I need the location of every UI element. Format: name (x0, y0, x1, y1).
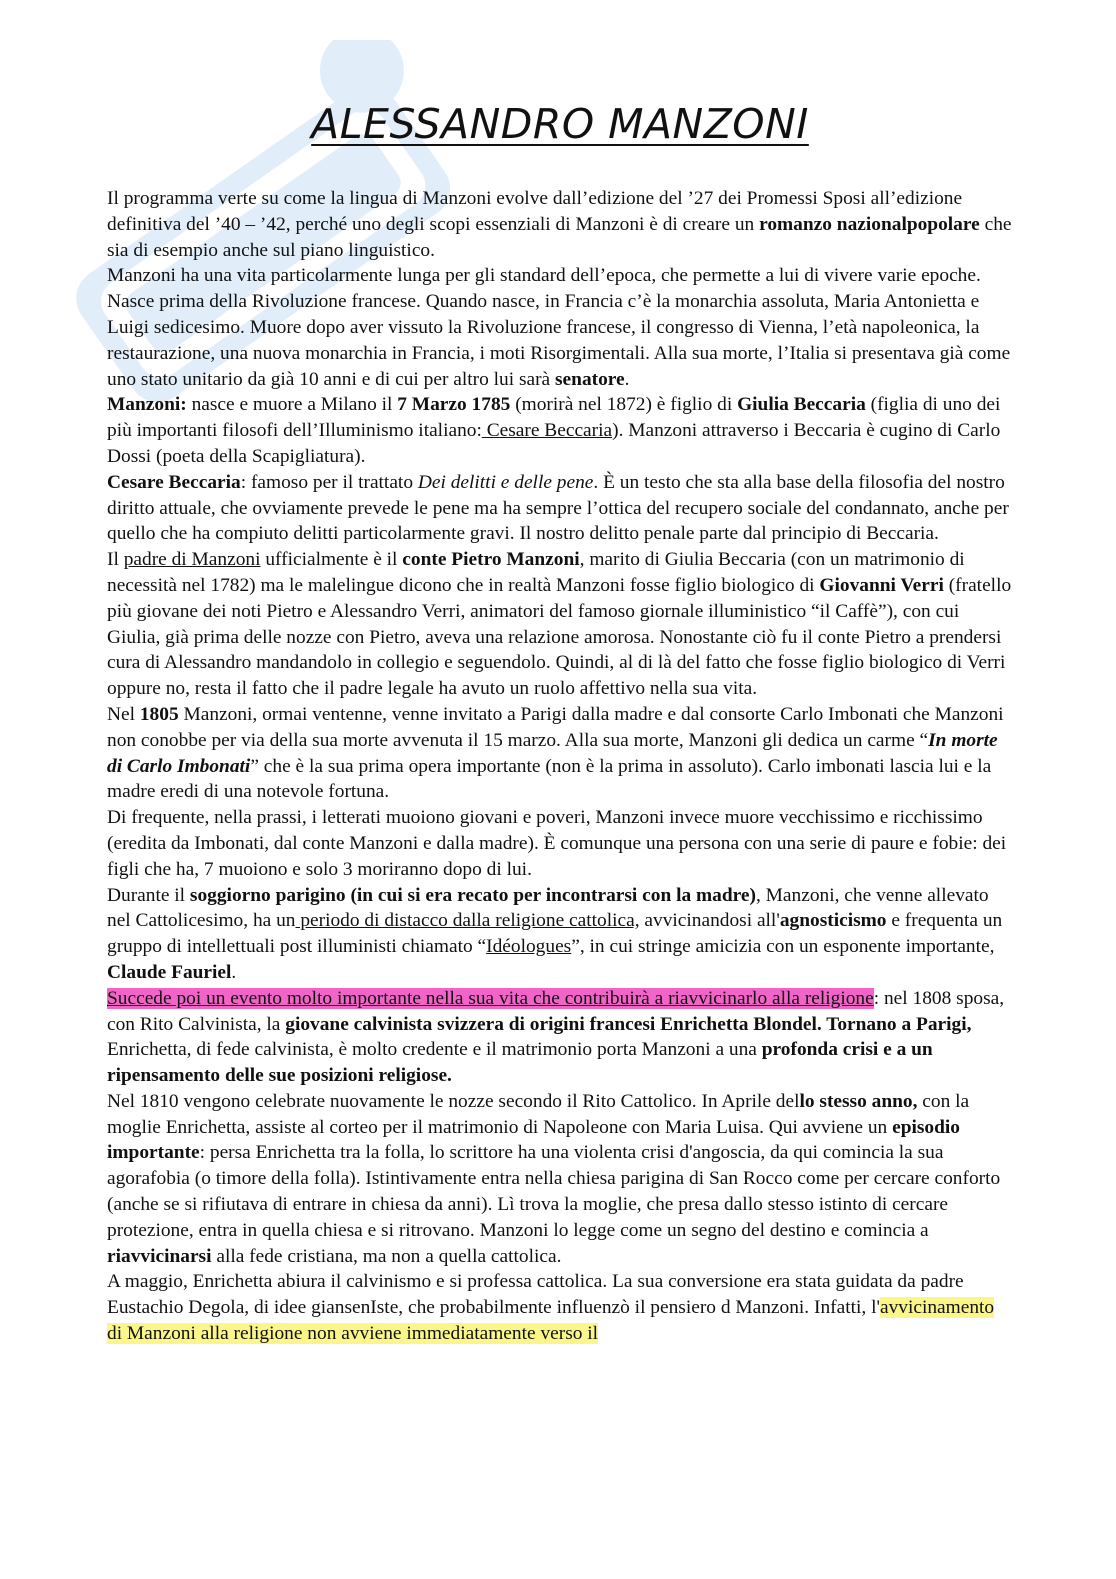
text-underline-pink: Succede poi un evento molto importante nella sua vita che contribuirà a riavvicinarlo alla religione (107, 987, 874, 1009)
text-bold: romanzo nazionalpopolare (759, 213, 980, 235)
text-bold: giovane calvinista svizzera di origini francesi Enrichetta Blondel. Tornano a Parigi, (285, 1013, 972, 1035)
text-run: ”, in cui stringe amicizia con un esponente importante, (571, 936, 995, 958)
text-bold: Manzoni: (107, 394, 187, 416)
paragraph (107, 805, 1013, 882)
paragraph (107, 186, 1013, 263)
text-run: (morirà nel 1872) è figlio di (510, 394, 738, 416)
text-run: : nel 1808 sposa, con Rito Calvinista, la (107, 987, 1005, 1035)
text-run: Il programma verte su come la lingua di Manzoni evolve dall’edizione del ’27 dei Promessi Sposi all’edizione definitiva del ’40 – ’42, perché uno degli scopi essenziali di Manzoni è di creare un (107, 188, 963, 235)
text-run: (figlia di uno dei più importanti filosofi dell’Illuminismo italiano: (107, 394, 1001, 442)
text-bold: Cesare Beccaria (107, 471, 241, 493)
text-run: nasce e muore a Milano il (186, 394, 398, 416)
text-run: : persa Enrichetta tra la folla, lo scrittore ha una violenta crisi d'angoscia, da qui comincia la sua agorafobia (o timore della folla). Istintivamente entra nella chiesa parigina di San Rocco come per cercare conforto (anche se si rifiutava di entrare in chiesa da anni). Lì trova la moglie, che presa dallo stesso istinto di cercare protezione, entra in quella chiesa e si ritrovano. Manzoni lo legge come un segno del destino e comincia a (107, 1142, 1001, 1241)
document-body (107, 186, 1013, 1347)
text-run: con la moglie Enrichetta, assiste al corteo per il matrimonio di Napoleone con Maria Luisa. Qui avviene un (107, 1090, 970, 1138)
text-run: Manzoni, ormai ventenne, venne invitato a Parigi dalla madre e dal consorte Carlo Imbonati che Manzoni non conobbe per via della sua morte avvenuta il 15 marzo. Alla sua morte, Manzoni gli dedica un carme “ (107, 703, 1004, 751)
paragraph (107, 263, 1013, 392)
text-underline: Idéologues (486, 936, 572, 958)
paragraph (107, 547, 1013, 702)
text-run: , marito di Giulia Beccaria (con un matrimonio di necessità nel 1782) ma le malelingue dicono che in realtà Manzoni fosse figlio biologico di (107, 549, 965, 596)
text-run: A maggio, Enrichetta abiura il calvinismo e si professa cattolica. La sua conversione era stata guidata da padre Eustachio Degola, di idee giansenIste, che probabilmente influenzò il pensiero d Manzoni. Infatti, l' (107, 1271, 964, 1319)
text-bold: profonda crisi e a un ripensamento delle sue posizioni religiose. (107, 1039, 933, 1087)
paragraph (107, 1089, 1013, 1270)
paragraph (107, 986, 1013, 1089)
text-run: alla fede cristiana, ma non a quella cattolica. (211, 1245, 562, 1267)
text-underline: padre di Manzoni (123, 549, 261, 571)
text-run: . (624, 368, 630, 390)
text-run: , Manzoni, che venne allevato nel Cattolicesimo, ha un (107, 884, 989, 932)
text-run: Manzoni ha una vita particolarmente lunga per gli standard dell’epoca, che permette a lui di vivere varie epoche. Nasce prima della Rivoluzione francese. Quando nasce, in Francia c’è la monarchia assoluta, Maria Antonietta e Luigi sedicesimo. Muore dopo aver vissuto la Rivoluzione francese, il congresso di Vienna, l’età napoleonica, la restaurazione, una nuova monarchia in Francia, i moti Risorgimentali. Alla sua morte, l’Italia si presentava già come uno stato unitario da già 10 anni e di cui per altro lui sarà (107, 265, 1011, 390)
page-title: ALESSANDRO MANZONI (311, 100, 809, 148)
text-run: ). Manzoni attraverso i Beccaria è cugino di Carlo Dossi (poeta della Scapigliatura). (107, 420, 1001, 467)
paragraph (107, 392, 1013, 469)
text-run: Di frequente, nella prassi, i letterati muoiono giovani e poveri, Manzoni invece muore vecchissimo e ricchissimo (eredita da Imbonati, dal conte Manzoni e dalla madre). È comunque una persona con una serie di paure e fobie: dei figli che ha, 7 muoiono e solo 3 moriranno dopo di lui. (107, 807, 1007, 880)
text-bold: 1805 (139, 703, 179, 725)
text-bold: Claude Fauriel (107, 961, 232, 983)
text-bold: episodio importante (107, 1116, 960, 1164)
text-underline: Cesare Beccaria (481, 420, 613, 442)
text-bold: conte Pietro Manzoni (402, 549, 580, 571)
text-bold: riavvicinarsi (107, 1245, 212, 1267)
text-italic: Dei delitti e delle pene (417, 471, 594, 493)
text-run: che sia di esempio anche sul piano linguistico. (107, 213, 1012, 261)
text-run: : famoso per il trattato (240, 471, 418, 493)
text-underline: periodo di distacco dalla religione cattolica, (295, 910, 640, 932)
text-run: ” che è la sua prima opera importante (non è la prima in assoluto). Carlo imbonati lascia lui e la madre eredi di una notevole fortuna. (107, 755, 992, 803)
text-bold: 7 Marzo 1785 (397, 394, 511, 416)
text-run: Durante il (107, 884, 190, 906)
text-run: Nel 1810 vengono celebrate nuovamente le nozze secondo il Rito Cattolico. In Aprile del (107, 1090, 800, 1112)
text-run: e frequenta un gruppo di intellettuali post illuministi chiamato “ (107, 910, 1003, 958)
text-run: Nel (107, 703, 140, 725)
text-run: (fratello più giovane dei noti Pietro e Alessandro Verri, animatori del famoso giornale illuministico “il Caffè”), con cui Giulia, già prima delle nozze con Pietro, aveva una relazione amorosa. Nonostante ciò fu il conte Pietro a prendersi cura di Alessandro mandandolo in collegio e seguendolo. Quindi, al di là del fatto che fosse figlio biologico di Verri oppure no, resta il fatto che il padre legale ha avuto un ruolo affettivo nella sua vita. (107, 574, 1012, 700)
text-run: . È un testo che sta alla base della filosofia del nostro diritto attuale, che ovviamente prevede le pene ma ha sempre l’ottica del recupero sociale del condannato, anche per quello che ha compiuto delitti particolarmente gravi. Il nostro delitto penale parte dal principio di Beccaria. (107, 471, 1009, 545)
document-page (107, 100, 1013, 1347)
text-run: Enrichetta, di fede calvinista, è molto credente e il matrimonio porta Manzoni a una (107, 1039, 762, 1061)
text-bold: senatore (555, 368, 625, 390)
text-yellow: avvicinamento di Manzoni alla religione non avviene immediatamente verso il (107, 1297, 995, 1345)
text-run: . (231, 961, 237, 983)
text-bold: agnosticismo (779, 910, 887, 932)
text-bold: Giovanni Verri (819, 574, 944, 596)
paragraph (107, 470, 1013, 547)
text-run: ufficialmente è il (260, 549, 403, 571)
text-bold: lo stesso anno, (799, 1090, 918, 1112)
paragraph (107, 1269, 1013, 1346)
paragraph (107, 883, 1013, 986)
text-run: avvicinandosi all' (639, 910, 780, 932)
text-bold: Giulia Beccaria (737, 394, 866, 416)
text-bold: soggiorno parigino (in cui si era recato per incontrarsi con la madre) (189, 884, 756, 906)
text-bold-italic: In morte di Carlo Imbonati (107, 729, 998, 777)
text-run: Il (107, 549, 124, 571)
paragraph (107, 702, 1013, 805)
